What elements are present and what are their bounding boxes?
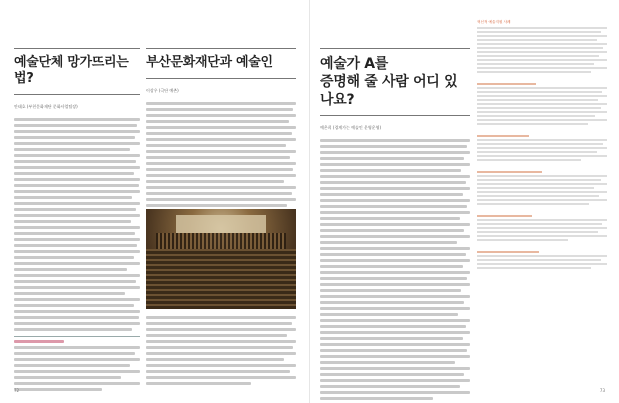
text-line [320,319,470,322]
text-line [320,355,470,358]
text-line [477,67,607,69]
text-line [477,199,607,201]
text-line [320,229,464,232]
text-line [146,120,289,123]
text-line [146,328,296,331]
page-number-right: 73 [599,388,605,393]
text-line [14,178,140,181]
text-line [477,139,607,141]
text-line [477,71,591,73]
text-line [320,343,470,346]
concert-hall-photo [146,209,296,309]
text-line [477,87,607,89]
text-line [320,379,470,382]
text-line [477,27,607,29]
text-line [477,43,607,45]
text-line [146,340,296,343]
text-line [477,239,568,241]
text-line [477,59,607,61]
text-line [477,95,607,97]
text-line [14,322,140,325]
text-line [14,250,140,253]
article-byline-3: 예은희 (경계가는 예술인 운영운영) [320,125,382,130]
text-line [477,119,607,121]
sidebar-section [477,83,607,125]
text-line [320,259,470,262]
text-line [14,310,140,313]
text-line [146,126,296,129]
title-rule-bottom [14,94,140,95]
text-line [320,271,470,274]
text-line [477,255,607,257]
text-line [146,132,292,135]
text-line [14,364,130,367]
text-line [477,223,602,225]
text-line [320,145,467,148]
text-line [320,223,470,226]
text-line [320,175,470,178]
text-line [320,283,470,286]
text-line [14,232,135,235]
text-line [14,238,140,241]
article-title-2: 부산문화재단과 예술인 [146,55,273,70]
text-line [477,219,607,221]
article-column-3 [320,48,470,400]
text-line [146,376,296,379]
text-line [320,301,464,304]
text-line [14,148,130,151]
text-line [14,130,140,133]
page-gutter [309,0,310,403]
text-line [14,370,140,373]
text-line [146,334,287,337]
text-line [477,63,594,65]
text-line [14,346,140,349]
text-line [477,263,607,265]
text-line [14,298,140,301]
text-line [477,39,597,41]
text-line [146,322,292,325]
text-line [146,364,296,367]
sidebar-section-label [477,135,529,137]
text-line [146,180,284,183]
text-line [320,367,470,370]
text-line [14,256,134,259]
text-line [477,123,588,125]
text-line [320,151,470,154]
sidebar-section [477,251,607,269]
text-line [477,51,607,53]
article-column-2 [146,48,296,219]
text-line [477,187,594,189]
text-line [477,155,607,157]
text-line [477,235,607,237]
text-line [477,91,602,93]
text-line [146,204,287,207]
text-line [320,199,470,202]
text-line [477,47,603,49]
text-line [320,277,467,280]
footnote-label [14,340,64,343]
text-line [320,235,470,238]
text-line [320,169,461,172]
text-line [146,382,251,385]
text-line [14,286,140,289]
text-line [14,142,140,145]
text-line [477,203,589,205]
text-line [146,108,293,111]
text-line [14,166,140,169]
text-line [477,111,607,113]
text-line [14,280,136,283]
text-line [146,162,296,165]
text-line [14,304,134,307]
text-line [477,99,598,101]
text-line [146,346,293,349]
text-line [14,376,121,379]
text-line [146,352,296,355]
sidebar-section-label: 혁신적 예술지원 사례 [477,20,511,24]
sidebar-section-label [477,83,536,85]
text-line [14,328,132,331]
sidebar-section [477,20,607,73]
text-line [146,316,296,319]
text-line [14,388,102,391]
text-line [477,231,598,233]
text-line [320,211,470,214]
text-line [477,107,601,109]
text-line [320,391,470,394]
sidebar-section [477,215,607,241]
text-line [477,151,597,153]
text-line [320,193,463,196]
text-line [146,156,290,159]
stage [176,215,266,233]
sidebar-column [477,10,607,271]
text-line [14,136,135,139]
text-line [477,227,607,229]
text-line [477,267,591,269]
text-line [477,103,607,105]
text-line [14,202,140,205]
text-line [320,181,466,184]
text-line [477,143,603,145]
title-rule-bottom [320,115,470,116]
article-byline-1: 안태호 (부천문화재단 문화사업팀장) [14,104,78,109]
text-line [320,349,467,352]
text-line [14,184,139,187]
text-line [320,253,466,256]
text-line [14,268,127,271]
text-line [320,385,460,388]
text-line [146,114,296,117]
article-title-3-line-2: 증명해 줄 사람 어디 있나요? [320,74,458,108]
title-rule [14,48,140,49]
footnote-rule [14,336,140,337]
text-line [14,190,140,193]
text-line [320,289,461,292]
text-line [320,187,470,190]
text-line [146,370,290,373]
text-line [14,382,140,385]
text-line [320,325,466,328]
text-line [477,179,601,181]
sidebar-section [477,171,607,205]
text-line [14,262,140,265]
text-line [14,196,132,199]
text-line [320,139,470,142]
text-line [14,154,140,157]
text-line [146,174,296,177]
text-line [320,373,464,376]
text-line [320,361,455,364]
sidebar-section-label [477,251,539,253]
text-line [320,295,470,298]
text-line [477,259,601,261]
text-line [146,358,284,361]
text-line [320,337,463,340]
text-line [14,160,136,163]
text-line [477,115,595,117]
text-line [146,186,296,189]
text-line [146,168,293,171]
text-line [14,274,140,277]
text-line [14,352,135,355]
text-line [146,144,286,147]
text-line [14,358,140,361]
text-line [477,195,599,197]
text-line [14,220,131,223]
text-line [320,217,460,220]
text-line [320,205,467,208]
text-line [320,247,470,250]
article-column-2-lower [146,313,296,385]
text-line [477,191,607,193]
text-line [320,241,457,244]
text-line [146,102,296,105]
page-number-left: 72 [14,388,20,393]
sidebar-section [477,135,607,161]
text-line [477,183,607,185]
sidebar-section-label [477,215,532,217]
title-rule-bottom [146,78,296,79]
text-line [320,163,470,166]
article-title-3-line-1: 예술가 A를 [320,56,389,72]
text-line [320,157,464,160]
text-line [14,316,139,319]
text-line [320,265,463,268]
text-line [146,198,296,201]
title-rule [320,48,470,49]
text-line [14,214,140,217]
text-line [477,31,601,33]
article-title-1: 예술단체 망가뜨리는 법? [14,55,129,86]
text-line [320,307,470,310]
text-line [477,159,581,161]
seating [146,249,296,309]
title-rule [146,48,296,49]
text-line [477,55,599,57]
text-line [320,313,458,316]
text-line [146,150,296,153]
sidebar-section-label [477,171,542,173]
text-line [14,172,134,175]
text-line [14,244,137,247]
text-line [477,35,607,37]
footnote-box [14,336,140,391]
text-line [14,226,140,229]
article-column-1 [14,48,140,331]
text-line [14,208,136,211]
text-line [477,147,607,149]
text-line [146,192,292,195]
text-line [14,292,125,295]
text-line [14,118,140,121]
text-line [320,397,433,400]
text-line [477,175,607,177]
text-line [146,138,296,141]
article-byline-2: 이상우 (극단 예촌) [146,88,179,93]
text-line [320,331,470,334]
text-line [14,124,137,127]
